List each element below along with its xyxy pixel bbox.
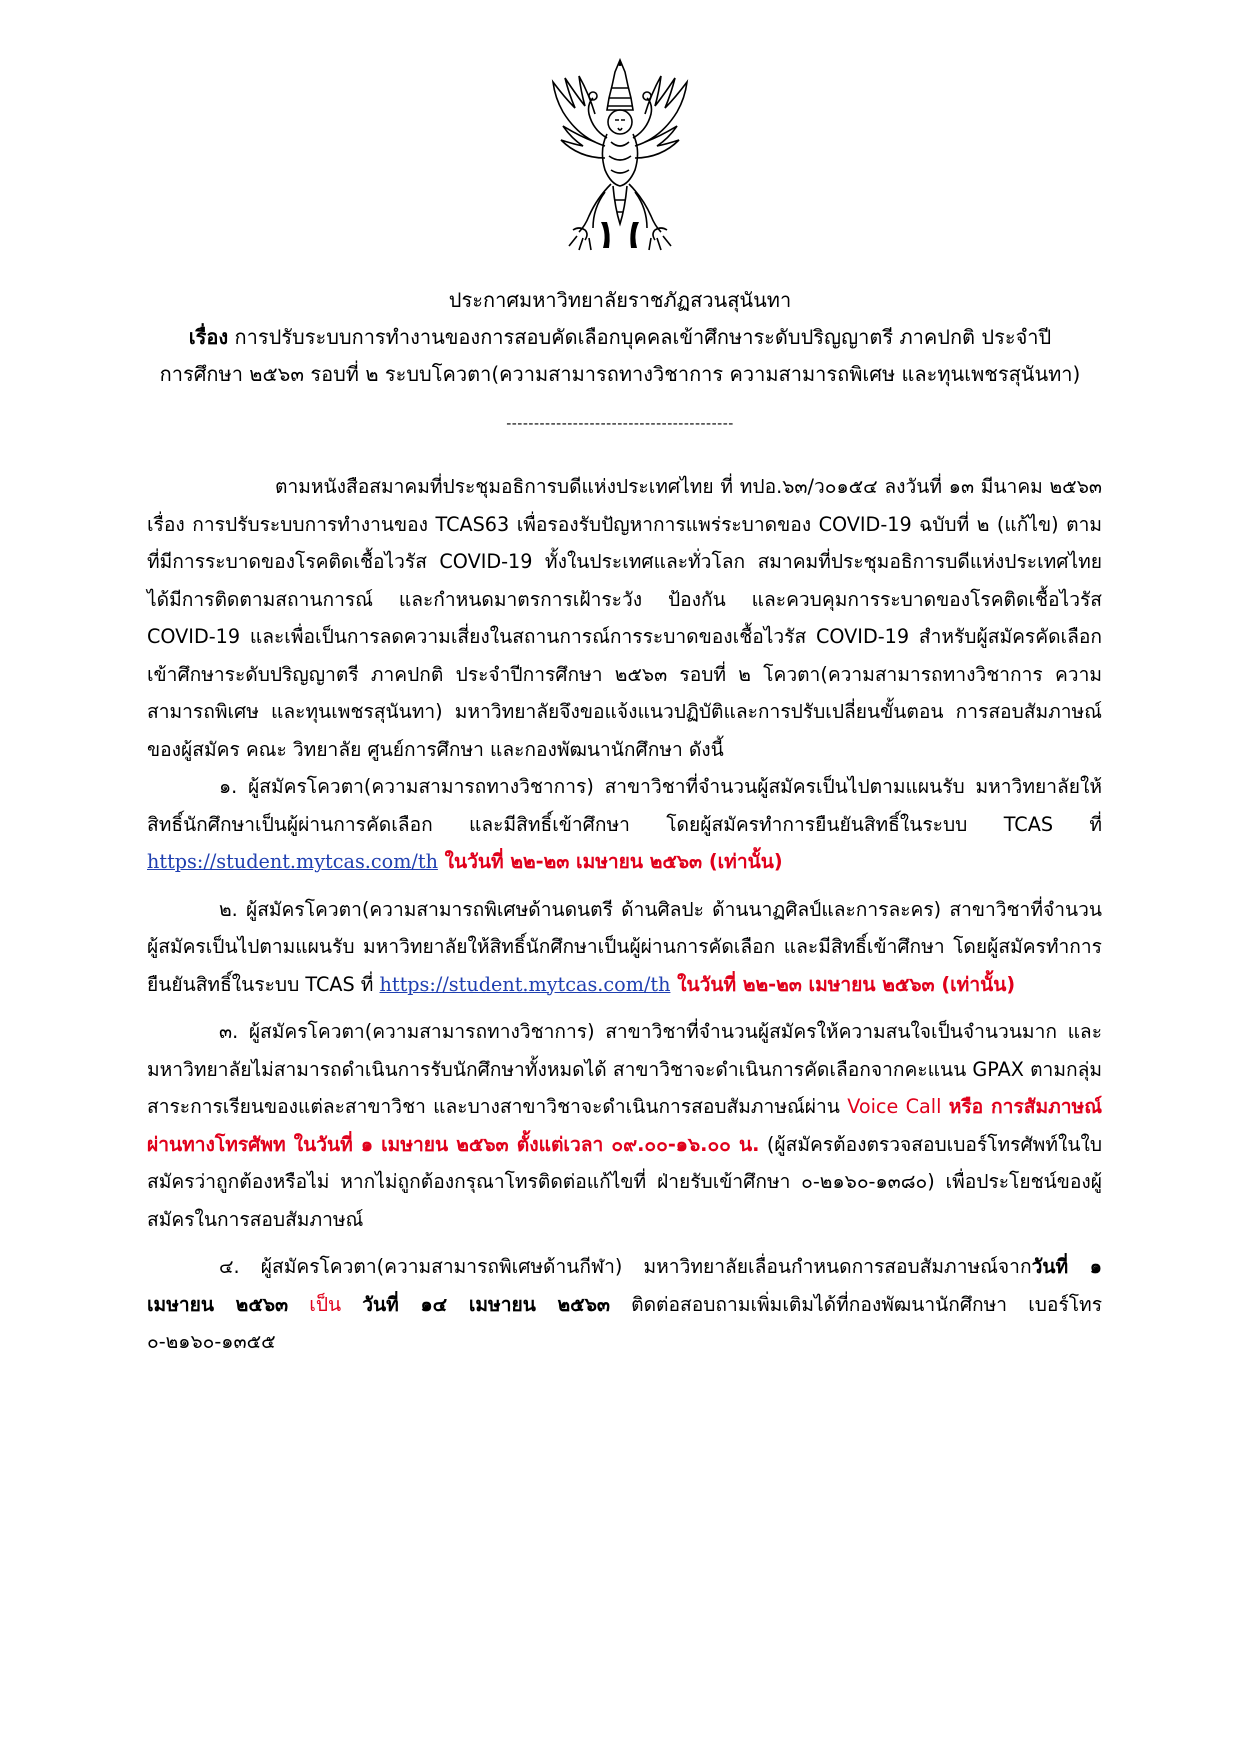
item-2-highlight: ในวันที่ ๒๒-๒๓ เมษายน ๒๕๖๓ (เท่านั้น): [670, 972, 1016, 996]
garuda-emblem-icon: [549, 58, 691, 254]
item-1-text: ๑. ผู้สมัครโควตา(ความสามารถทางวิชาการ) สาขาวิชาที่จำนวนผู้สมัครเป็นไปตามแผนรับ มหาวิทยาลัยให้สิทธิ์นักศึกษาเป็นผู้ผ่านการคัดเลือก และมีสิทธิ์เข้าศึกษา โดยผู้สมัครทำการยืนยันสิทธิ์ในระบบ TCAS ที่: [147, 775, 1102, 836]
item-2-text: ๒. ผู้สมัครโควตา(ความสามารถพิเศษด้านดนตรี ด้านศิลปะ ด้านนาฏศิลป์และการละคร) สาขาวิชาที่จำนวนผู้สมัครเป็นไปตามแผนรับ มหาวิทยาลัยให้สิทธิ์นักศึกษาเป็นผู้ผ่านการคัดเลือก และมีสิทธิ์เข้าศึกษา โดยผู้สมัครทำการยืนยันสิทธิ์ในระบบ TCAS ที่: [147, 897, 1102, 996]
item-4: [147, 1248, 1102, 1361]
announcement-header: [120, 282, 1120, 393]
divider-line: -----------------------------------------: [506, 416, 734, 432]
header-title: ประกาศมหาวิทยาลัยราชภัฏสวนสุนันทา: [448, 288, 792, 312]
item-4-red-word: เป็น: [288, 1292, 363, 1316]
item-4-bold-2: วันที่ ๑๔ เมษายน ๒๕๖๓: [362, 1292, 610, 1316]
item-1-highlight: ในวันที่ ๒๒-๒๓ เมษายน ๒๕๖๓ (เท่านั้น): [437, 850, 783, 873]
item-2: [147, 891, 1102, 1004]
subject-label: เรื่อง: [188, 325, 229, 349]
item-3: [147, 1013, 1102, 1238]
announcement-body: [147, 468, 1102, 1361]
item-3-highlight: หรือ การสัมภาษณ์ผ่านทางโทรศัพท ในวันที่ ๑ เมษายน ๒๕๖๓ ตั้งแต่เวลา ๐๙.๐๐-๑๖.๐๐ น.: [147, 1095, 1102, 1156]
item-1-link[interactable]: https://student.mytcas.com/th: [147, 850, 438, 873]
intro-paragraph: ตามหนังสือสมาคมที่ประชุมอธิการบดีแห่งประเทศไทย ที่ ทปอ.๖๓/ว๐๑๕๔ ลงวันที่ ๑๓ มีนาคม ๒๕๖๓ เรื่อง การปรับระบบการทำงานของ TCAS63 เพื่อรองรับปัญหาการแพร่ระบาดของ COVID-19 ฉบับที่ ๒ (แก้ไข) ตามที่มีการระบาดของโรคติดเชื้อไวรัส COVID-19 ทั้งในประเทศและทั่วโลก สมาคมที่ประชุมอธิการบดีแห่งประเทศไทย ได้มีการติดตามสถานการณ์ และกำหนดมาตรการเฝ้าระวัง ป้องกัน และควบคุมการระบาดของโรคติดเชื้อไวรัส COVID-19 และเพื่อเป็นการลดความเสี่ยงในสถานการณ์การระบาดของเชื้อไวรัส COVID-19 สำหรับผู้สมัครคัดเลือกเข้าศึกษาระดับปริญญาตรี ภาคปกติ ประจำปีการศึกษา ๒๕๖๓ รอบที่ ๒ โควตา(ความสามารถทางวิชาการ ความสามารถพิเศษ และทุนเพชรสุนันทา) มหาวิทยาลัยจึงขอแจ้งแนวปฏิบัติและการปรับเปลี่ยนขั้นตอน การสอบสัมภาษณ์ของผู้สมัคร คณะ วิทยาลัย ศูนย์การศึกษา และกองพัฒนานักศึกษา ดังนี้: [147, 475, 1102, 761]
header-subject: [120, 319, 1120, 356]
header-subject-cont: การศึกษา ๒๕๖๓ รอบที่ ๒ ระบบโควตา(ความสามารถทางวิชาการ ความสามารถพิเศษ และทุนเพชรสุนันทา): [159, 362, 1081, 386]
item-3-red-text: Voice Call: [847, 1095, 949, 1118]
subject-text: การปรับระบบการทำงานของการสอบคัดเลือกบุคคลเข้าศึกษาระดับปริญญาตรี ภาคปกติ ประจำปี: [228, 325, 1052, 349]
item-4-text: ๔. ผู้สมัครโควตา(ความสามารถพิเศษด้านกีฬา) มหาวิทยาลัยเลื่อนกำหนดการสอบสัมภาษณ์จาก: [219, 1255, 1032, 1278]
item-1: [147, 768, 1102, 881]
item-4-bold-1: วันที่ ๑ เมษายน ๒๕๖๓: [147, 1255, 1102, 1316]
item-3-text: ๓. ผู้สมัครโควตา(ความสามารถทางวิชาการ) สาขาวิชาที่จำนวนผู้สมัครให้ความสนใจเป็นจำนวนมาก และมหาวิทยาลัยไม่สามารถดำเนินการรับนักศึกษาทั้งหมดได้ สาขาวิชาจะดำเนินการคัดเลือกจากคะแนน GPAX ตามกลุ่มสาระการเรียนของแต่ละสาขาวิชา และบางสาขาวิชาจะดำเนินการสอบสัมภาษณ์ผ่าน: [147, 1020, 1102, 1118]
item-2-link[interactable]: https://student.mytcas.com/th: [379, 972, 671, 996]
item-3-tail: (ผู้สมัครต้องตรวจสอบเบอร์โทรศัพท์ในใบสมัครว่าถูกต้องหรือไม่ หากไม่ถูกต้องกรุณาโทรติดต่อแก้ไขที่ ฝ่ายรับเข้าศึกษา ๐-๒๑๖๐-๑๓๘๐) เพื่อประโยชน์ของผู้สมัครในการสอบสัมภาษณ์: [147, 1132, 1102, 1231]
item-4-tail: ติดต่อสอบถามเพิ่มเติมได้ที่กองพัฒนานักศึกษา เบอร์โทร ๐-๒๑๖๐-๑๓๕๕: [147, 1292, 1103, 1353]
